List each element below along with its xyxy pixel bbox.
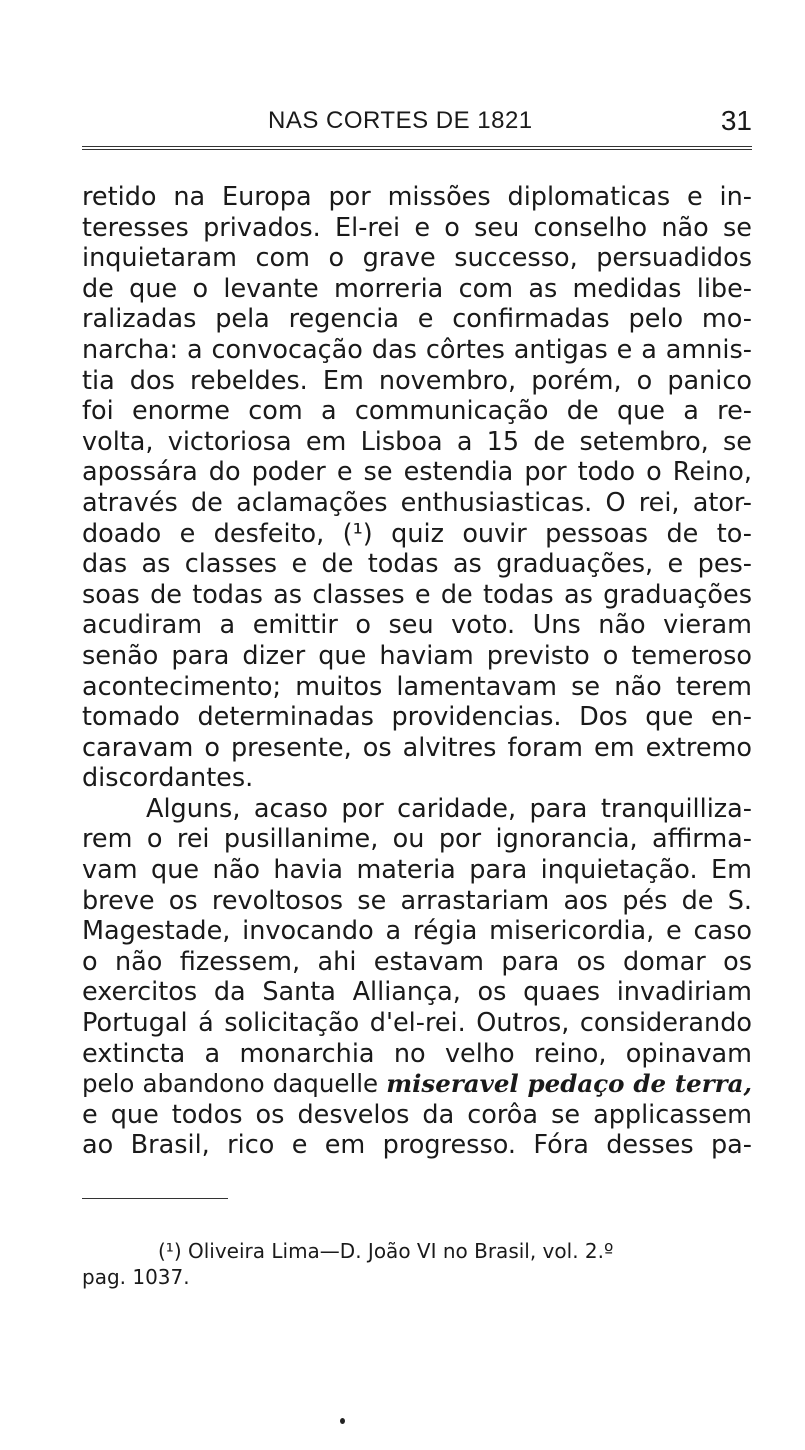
text-line: exercitos da Santa Alliança, os quaes invadiriam	[82, 977, 752, 1008]
text-line-emphasis	[82, 1069, 752, 1100]
header-rule	[82, 146, 752, 150]
paragraph-1	[82, 182, 752, 794]
footnote-rule	[82, 1198, 228, 1199]
text-line: volta, victoriosa em Lisboa a 15 de setembro, se	[82, 426, 752, 457]
text-line: ralizadas pela regencia e confirmadas pelo mo-	[82, 304, 752, 335]
footnote	[82, 1238, 752, 1290]
text-line: caravam o presente, os alvitres foram em extremo	[82, 732, 752, 763]
text-line: soas de todas as classes e de todas as graduações	[82, 579, 752, 610]
text-line: Portugal á solicitação d'el-rei. Outros, considerando	[82, 1008, 752, 1039]
text-line: através de aclamações enthusiasticas. O rei, ator-	[82, 487, 752, 518]
text-line: e que todos os desvelos da corôa se applicassem	[82, 1099, 752, 1130]
text-line: vam que não havia materia para inquietação. Em	[82, 855, 752, 886]
text-line: acudiram a emittir o seu voto. Uns não vieram	[82, 610, 752, 641]
text-line: teresses privados. El-rei e o seu conselho não se	[82, 212, 752, 243]
emphasis-text: miseravel pedaço de terra,	[386, 1069, 752, 1099]
text-line: inquietaram com o grave successo, persuadidos	[82, 243, 752, 274]
text-line: tomado determinadas providencias. Dos que en-	[82, 702, 752, 733]
paragraph-2	[82, 794, 752, 1161]
footnote-line: (¹) Oliveira Lima—D. João VI no Brasil, vol. 2.º	[158, 1239, 614, 1263]
text-line: senão para dizer que haviam previsto o temeroso	[82, 640, 752, 671]
body-text	[82, 182, 752, 1161]
running-head	[82, 107, 752, 143]
text-line: Alguns, acaso por caridade, para tranquilliza-	[146, 793, 752, 824]
text-line: Magestade, invocando a régia misericordia, e caso	[82, 916, 752, 947]
text-line: extincta a monarchia no velho reino, opinavam	[82, 1038, 752, 1069]
text-line: discordantes.	[82, 763, 254, 794]
text-line: o não fizessem, ahi estavam para os domar os	[82, 946, 752, 977]
text-line: narcha: a convocação das côrtes antigas e a amnis-	[82, 334, 752, 365]
ink-speck	[340, 1418, 345, 1424]
text-segment: pelo abandono daquelle	[82, 1069, 387, 1099]
text-line: tia dos rebeldes. Em novembro, porém, o panico	[82, 365, 752, 396]
text-line: das as classes e de todas as graduações, e pes-	[82, 549, 752, 580]
text-line: acontecimento; muitos lamentavam se não terem	[82, 671, 752, 702]
text-line: apossára do poder e se estendia por todo o Reino,	[82, 457, 752, 488]
footnote-line: pag. 1037.	[82, 1265, 190, 1289]
running-title: NAS CORTES DE 1821	[268, 107, 533, 134]
text-line: de que o levante morreria com as medidas libe-	[82, 273, 752, 304]
text-line: doado e desfeito, (¹) quiz ouvir pessoas de to-	[82, 518, 752, 549]
text-line: breve os revoltosos se arrastariam aos pés de S.	[82, 885, 752, 916]
text-line: ao Brasil, rico e em progresso. Fóra desses pa-	[82, 1130, 752, 1161]
page-number: 31	[720, 105, 752, 136]
text-line: rem o rei pusillanime, ou por ignorancia, affirma-	[82, 824, 752, 855]
text-line: foi enorme com a communicação de que a re-	[82, 396, 752, 427]
text-line: retido na Europa por missões diplomaticas e in-	[82, 182, 752, 212]
